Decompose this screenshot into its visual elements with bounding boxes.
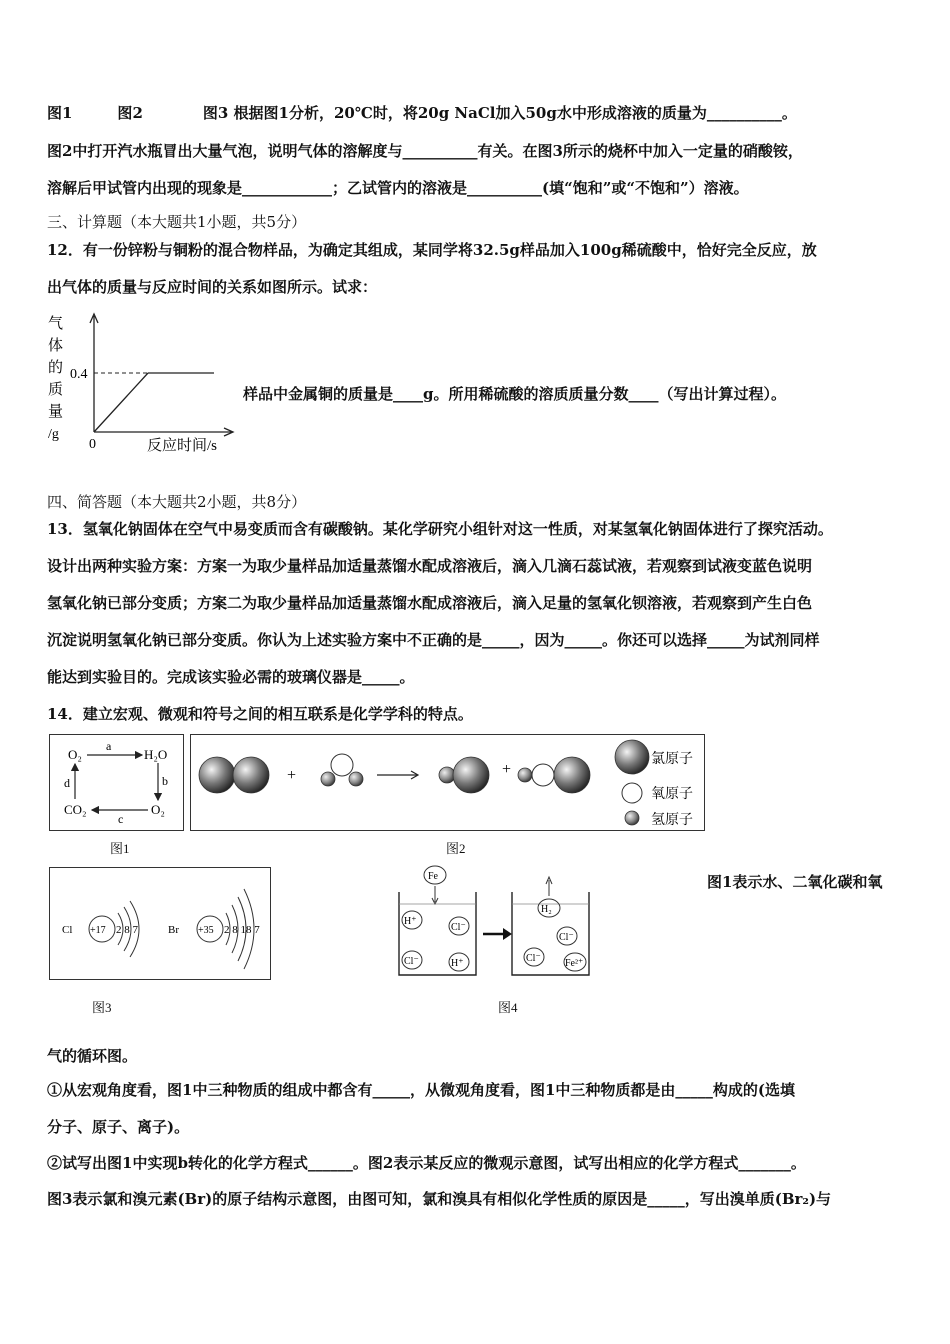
question-14-part-2-line-1: ②试写出图1中实现b转化的化学方程式______。图2表示某反应的微观示意图，试写出相应的化学方程式_______。 [47, 1154, 806, 1172]
hclo-chlorine [554, 757, 590, 793]
h2o-oxygen [331, 754, 353, 776]
graph-y-tick-label: 0.4 [70, 367, 88, 382]
fig3-br-nucleus-charge: +35 [198, 925, 214, 936]
fig3-br-shells: 2 8 18 7 [224, 924, 260, 936]
graph-y-label-6: /g [48, 427, 59, 442]
h2o-hydrogen-1 [321, 772, 335, 786]
fig1-label-d: d [64, 776, 70, 790]
fig4-right-cl-label-2: Cl⁻ [526, 953, 541, 964]
cl2-atom-1 [199, 757, 235, 793]
question-12-prompt: 样品中金属铜的质量是____g。所用稀硫酸的溶质质量分数____（写出计算过程）。 [243, 385, 786, 403]
cl2-atom-2 [233, 757, 269, 793]
graph-y-label-4: 质 [48, 382, 64, 398]
fig4-left-h-label-2: H⁺ [451, 958, 464, 969]
hclo-oxygen [532, 764, 554, 786]
question-14-part-2-line-2: 图3表示氯和溴元素(Br)的原子结构示意图，由图可知，氯和溴具有相似化学性质的原因是_____，写出溴单质(Br₂)与 [47, 1190, 832, 1208]
legend-cl-label: 氯原子 [651, 752, 693, 767]
fig4-transfer-arrowhead [503, 928, 512, 940]
hclo-hydrogen [518, 768, 532, 782]
graph-y-label-3: 的 [48, 360, 64, 376]
fig4-left-cl-label-1: Cl⁻ [451, 922, 466, 933]
fig1-label-b: b [162, 774, 168, 788]
question-14-side-text: 图1表示水、二氧化碳和氧 [707, 873, 883, 891]
fig1-label-c: c [118, 812, 124, 826]
figure-3-caption: 图3 [92, 1000, 112, 1015]
figure-1-box [49, 734, 184, 831]
fig1-o2-top: O₂ [68, 747, 82, 762]
figure-2-caption: 图2 [446, 841, 466, 856]
question-13-line-1: 13．氢氧化钠固体在空气中易变质而含有碳酸钠。某化学研究小组针对这一性质，对某氢氧化钠固体进行了探究活动。 [47, 520, 833, 538]
gas-mass-graph [44, 310, 244, 455]
question-13-line-2: 设计出两种实验方案：方案一为取少量样品加适量蒸馏水配成溶液后，滴入几滴石蕊试液，若观察到试液变蓝色说明 [47, 557, 813, 575]
question-14-part-1-line-2: 分子、原子、离子)。 [47, 1118, 190, 1136]
graph-origin-label: 0 [89, 437, 96, 452]
question-14-intro: 14．建立宏观、微观和符号之间的相互联系是化学学科的特点。 [47, 705, 473, 723]
hcl-chlorine [453, 757, 489, 793]
legend-h-label: 氢原子 [651, 813, 693, 828]
graph-x-label: 反应时间/s [147, 438, 218, 454]
figure-4-caption: 图4 [498, 1000, 518, 1015]
question-13-line-4: 沉淀说明氢氧化钠已部分变质。你认为上述实验方案中不正确的是_____，因为_____。你还可以选择_____为试剂同样 [47, 631, 820, 649]
graph-rising-line [94, 373, 148, 432]
fig4-right-cl-label-1: Cl⁻ [559, 932, 574, 943]
fig1-co2: CO₂ [64, 802, 87, 817]
legend-o-label: 氧原子 [651, 787, 693, 802]
fig1-h2o: H₂O [144, 747, 168, 762]
fig3-cl-symbol: Cl [62, 924, 73, 936]
figure-2-box [190, 734, 705, 831]
fig2-plus-1: + [287, 767, 297, 784]
question-13-line-5: 能达到实验目的。完成该实验必需的玻璃仪器是_____。 [47, 668, 415, 686]
text-line-2: 图2中打开汽水瓶冒出大量气泡，说明气体的溶解度与__________有关。在图3所示的烧杯中加入一定量的硝酸铵， [47, 142, 803, 160]
fig3-cl-nucleus-charge: +17 [90, 925, 106, 936]
question-14-line-2: 气的循环图。 [47, 1047, 138, 1065]
section-three-heading: 三、计算题（本大题共1小题，共5分） [47, 213, 307, 231]
figure-1-caption: 图1 [110, 841, 130, 856]
h2o-hydrogen-2 [349, 772, 363, 786]
fig3-br-symbol: Br [168, 924, 179, 936]
legend-o-symbol [622, 783, 642, 803]
fig2-plus-2: + [502, 761, 512, 778]
question-12-line-1: 12．有一份锌粉与铜粉的混合物样品，为确定其组成，某同学将32.5g样品加入100g稀硫酸中，恰好完全反应，放 [47, 241, 817, 259]
question-13-line-3: 氢氧化钠已部分变质；方案二为取少量样品加适量蒸馏水配成溶液后，滴入足量的氢氧化钡溶液，若观察到产生白色 [47, 594, 813, 612]
fig4-left-cl-label-2: Cl⁻ [404, 956, 419, 967]
graph-y-label-2: 体 [48, 338, 64, 354]
fig3-cl-shells: 2 8 7 [116, 924, 138, 936]
figure-4 [395, 862, 595, 982]
question-14-part-1-line-1: ①从宏观角度看，图1中三种物质的组成中都含有_____，从微观角度看，图1中三种物质都是由_____构成的(选填 [47, 1081, 795, 1099]
graph-y-label-1: 气 [48, 316, 64, 332]
section-four-heading: 四、简答题（本大题共2小题，共8分） [47, 493, 307, 511]
question-12-line-2: 出气体的质量与反应时间的关系如图所示。试求： [47, 278, 378, 296]
fig4-fe-label: Fe [428, 871, 438, 882]
fig4-h2-label: H₂ [541, 904, 552, 915]
fig4-left-h-label-1: H⁺ [404, 916, 417, 927]
fig1-label-a: a [106, 739, 112, 753]
fig4-fe-ion-label: Fe²⁺ [565, 958, 584, 969]
text-line-3: 溶解后甲试管内出现的现象是____________；乙试管内的溶液是__________(填“饱和”或“不饱和”）溶液。 [47, 179, 749, 197]
legend-h-symbol [625, 811, 639, 825]
graph-y-label-5: 量 [48, 404, 64, 420]
fig1-o2-bottom: O₂ [151, 802, 165, 817]
legend-cl-symbol [615, 740, 649, 774]
text-line-1: 图1 图2 图3 根据图1分析，20℃时，将20g NaCl加入50g水中形成溶液的质量为__________。 [47, 104, 797, 122]
figure-3-box [49, 867, 271, 980]
